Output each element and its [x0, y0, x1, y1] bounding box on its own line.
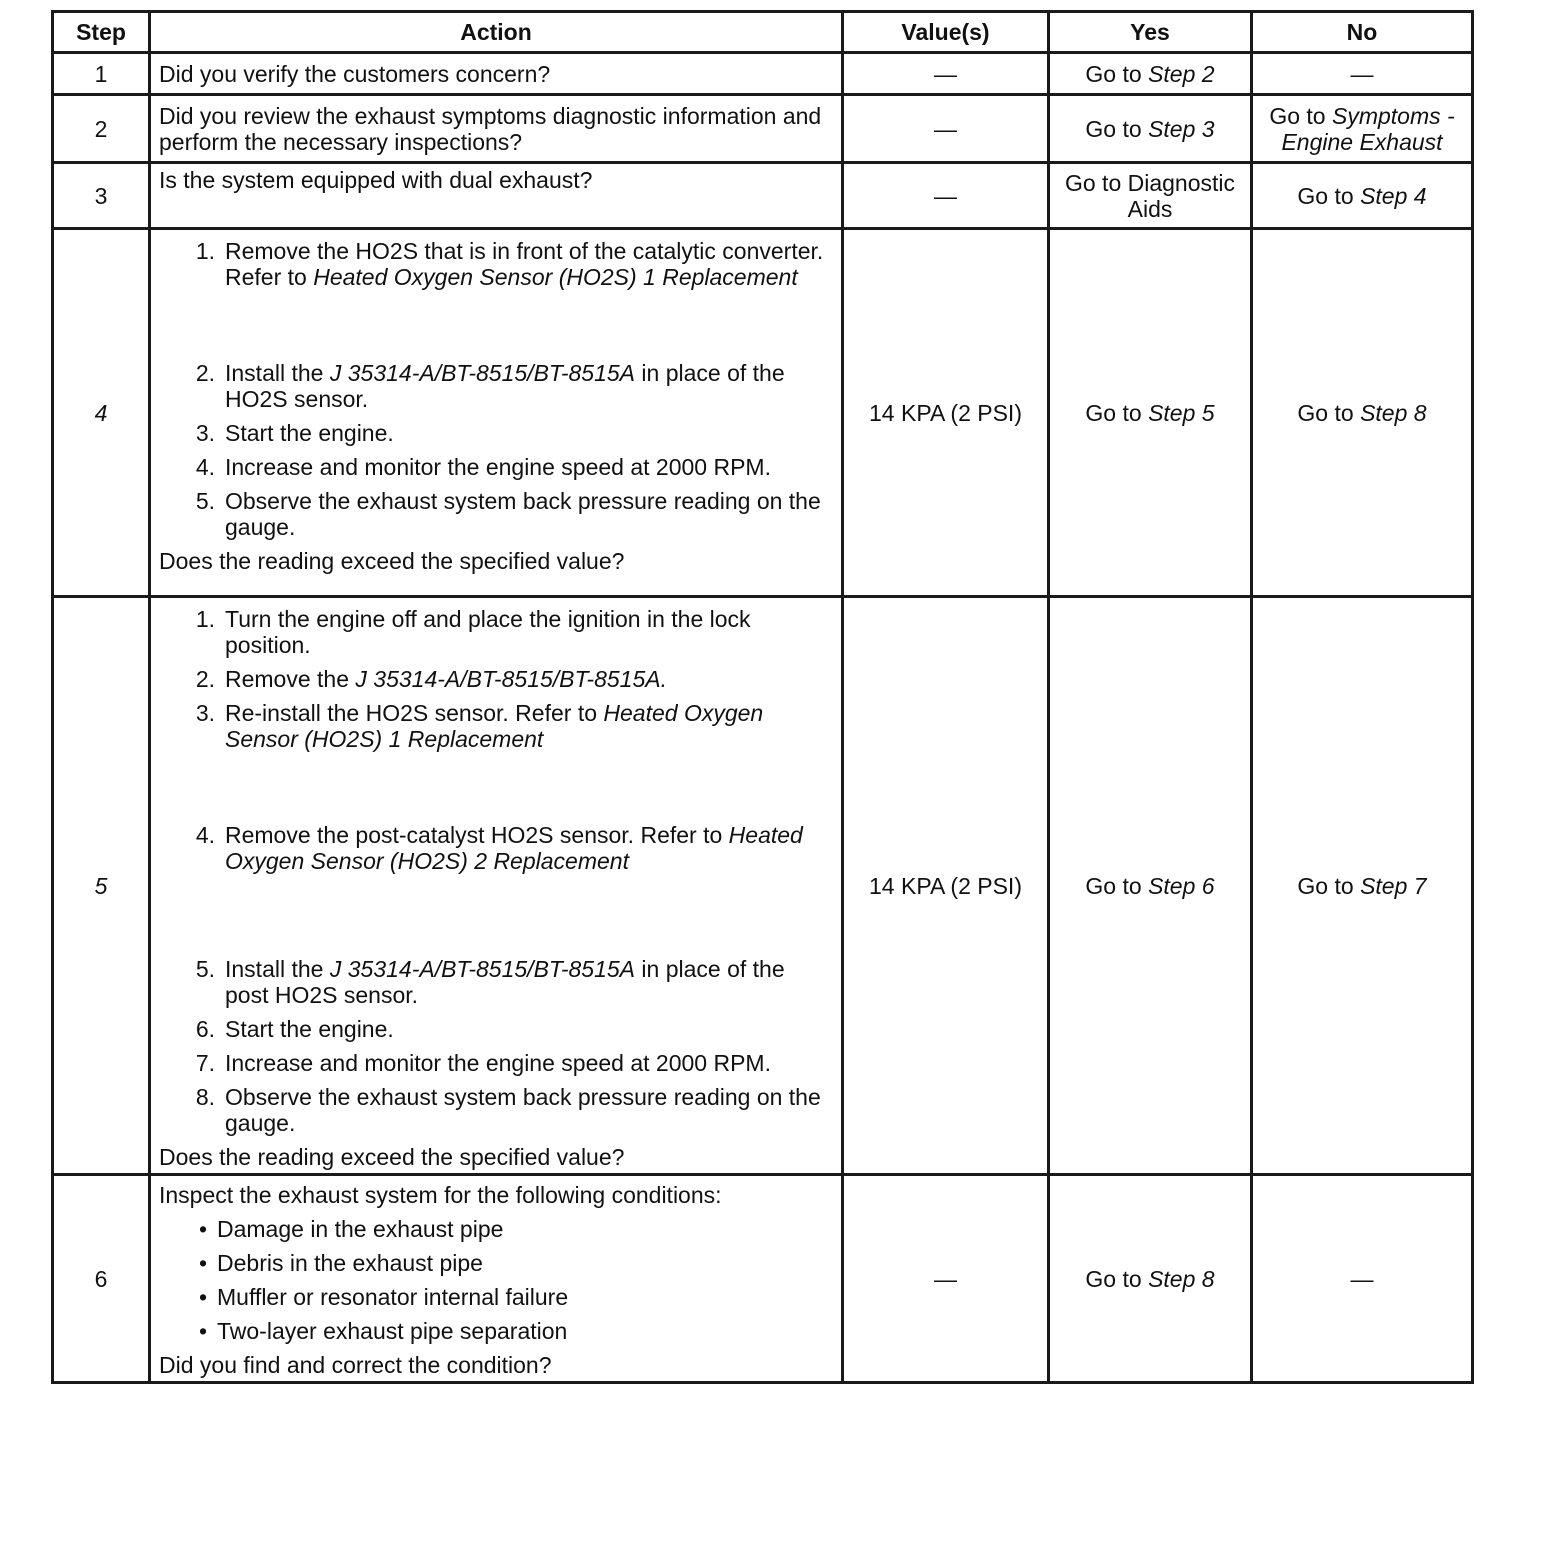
header-row: [53, 12, 1473, 53]
table-row-step-1: [53, 53, 1473, 95]
action-steps: [159, 238, 833, 540]
bullet-icon: •: [198, 1318, 207, 1344]
action-text: Did you review the exhaust symptoms diagnostic information and perform the necessary inspections?: [150, 95, 843, 163]
no-link[interactable]: Symptoms - Engine Exhaust: [1281, 102, 1455, 155]
step-number: 3: [53, 163, 150, 229]
table-row-step-4: [53, 229, 1473, 597]
action-step: 8. Observe the exhaust system back pressure reading on the gauge.: [195, 1084, 821, 1136]
yes-cell[interactable]: [1049, 1175, 1252, 1383]
yes-cell[interactable]: [1049, 53, 1252, 95]
no-prefix: Go to: [1269, 102, 1332, 129]
step-number: 6: [53, 1175, 150, 1383]
yes-link[interactable]: Step 3: [1148, 115, 1215, 142]
yes-prefix: Go to: [1085, 399, 1149, 426]
bullet-icon: •: [198, 1250, 207, 1276]
action-step: 7. Increase and monitor the engine speed at 2000 RPM.: [195, 1050, 771, 1076]
no-cell[interactable]: [1252, 229, 1473, 597]
no-cell[interactable]: [1252, 597, 1473, 1175]
action-step: 1. Turn the engine off and place the ignition in the lock position.: [195, 606, 751, 658]
action-step: 3. Re-install the HO2S sensor. Refer to Heated Oxygen Sensor (HO2S) 1 Replacement: [195, 700, 764, 752]
yes-link[interactable]: Step 2: [1148, 60, 1215, 87]
table-row-step-2: [53, 95, 1473, 163]
action-steps: [159, 606, 833, 1136]
yes-cell[interactable]: Go to Diagnostic Aids: [1049, 163, 1252, 229]
table-row-step-6: [53, 1175, 1473, 1383]
table-row-step-3: [53, 163, 1473, 229]
value-cell: 14 KPA (2 PSI): [843, 229, 1049, 597]
action-step: 1. Remove the HO2S that is in front of the catalytic converter. Refer to Heated Oxygen Sensor (HO2S) 1 Replacement: [195, 238, 824, 290]
bullet-icon: •: [198, 1284, 207, 1310]
list-item: • Damage in the exhaust pipe: [159, 1216, 833, 1242]
yes-prefix: Go to: [1085, 872, 1149, 899]
value-cell: —: [843, 163, 1049, 229]
yes-link[interactable]: Step 5: [1148, 399, 1215, 426]
no-link[interactable]: Step 7: [1360, 872, 1427, 899]
yes-cell[interactable]: [1049, 229, 1252, 597]
no-cell: —: [1252, 53, 1473, 95]
action-step: 3. Start the engine.: [195, 420, 394, 446]
action-step: 4. Remove the post-catalyst HO2S sensor. Refer to Heated Oxygen Sensor (HO2S) 2 Replacement: [195, 822, 803, 874]
yes-prefix: Go to: [1085, 60, 1149, 87]
list-item: • Two-layer exhaust pipe separation: [159, 1318, 833, 1344]
no-cell: —: [1252, 1175, 1473, 1383]
no-prefix: Go to: [1297, 399, 1361, 426]
yes-cell[interactable]: [1049, 597, 1252, 1175]
action-question: Does the reading exceed the specified value?: [159, 548, 625, 574]
action-cell: [150, 597, 843, 1175]
header-step: Step: [53, 12, 150, 53]
action-step: 5. Install the J 35314-A/BT-8515/BT-8515A in place of the post HO2S sensor.: [195, 956, 785, 1008]
action-step: 6. Start the engine.: [195, 1016, 394, 1042]
no-cell[interactable]: [1252, 163, 1473, 229]
yes-link[interactable]: Step 8: [1148, 1265, 1215, 1292]
header-no: No: [1252, 12, 1473, 53]
step-number: 1: [53, 53, 150, 95]
yes-prefix: Go to: [1085, 1265, 1149, 1292]
action-text: Is the system equipped with dual exhaust?: [150, 163, 843, 229]
no-prefix: Go to: [1297, 182, 1361, 209]
list-item: • Debris in the exhaust pipe: [159, 1250, 833, 1276]
header-yes: Yes: [1049, 12, 1252, 53]
step-number: 4: [53, 229, 150, 597]
action-step: 2. Install the J 35314-A/BT-8515/BT-8515A in place of the HO2S sensor.: [195, 360, 785, 412]
yes-prefix: Go to: [1085, 115, 1149, 142]
no-link[interactable]: Step 4: [1360, 182, 1427, 209]
no-prefix: Go to: [1297, 872, 1361, 899]
header-action: Action: [150, 12, 843, 53]
value-cell: —: [843, 1175, 1049, 1383]
action-question: Does the reading exceed the specified value?: [159, 1144, 625, 1170]
action-step: 5. Observe the exhaust system back pressure reading on the gauge.: [195, 488, 821, 540]
bullet-icon: •: [198, 1216, 207, 1242]
step-number: 2: [53, 95, 150, 163]
no-cell[interactable]: [1252, 95, 1473, 163]
action-cell: [150, 1175, 843, 1383]
list-item: • Muffler or resonator internal failure: [159, 1284, 833, 1310]
action-question: Did you find and correct the condition?: [159, 1352, 552, 1378]
action-cell: [150, 229, 843, 597]
value-cell: 14 KPA (2 PSI): [843, 597, 1049, 1175]
value-cell: —: [843, 95, 1049, 163]
action-step: 4. Increase and monitor the engine speed at 2000 RPM.: [195, 454, 771, 480]
action-intro: Inspect the exhaust system for the following conditions:: [159, 1182, 722, 1208]
condition-list: [159, 1216, 833, 1344]
yes-link[interactable]: Step 6: [1148, 872, 1215, 899]
no-link[interactable]: Step 8: [1360, 399, 1427, 426]
table-row-step-5: [53, 597, 1473, 1175]
action-step: 2. Remove the J 35314-A/BT-8515/BT-8515A.: [195, 666, 667, 692]
step-number: 5: [53, 597, 150, 1175]
action-text: Did you verify the customers concern?: [150, 53, 843, 95]
header-values: Value(s): [843, 12, 1049, 53]
yes-cell[interactable]: [1049, 95, 1252, 163]
diagnostic-table: [51, 10, 1474, 1384]
value-cell: —: [843, 53, 1049, 95]
